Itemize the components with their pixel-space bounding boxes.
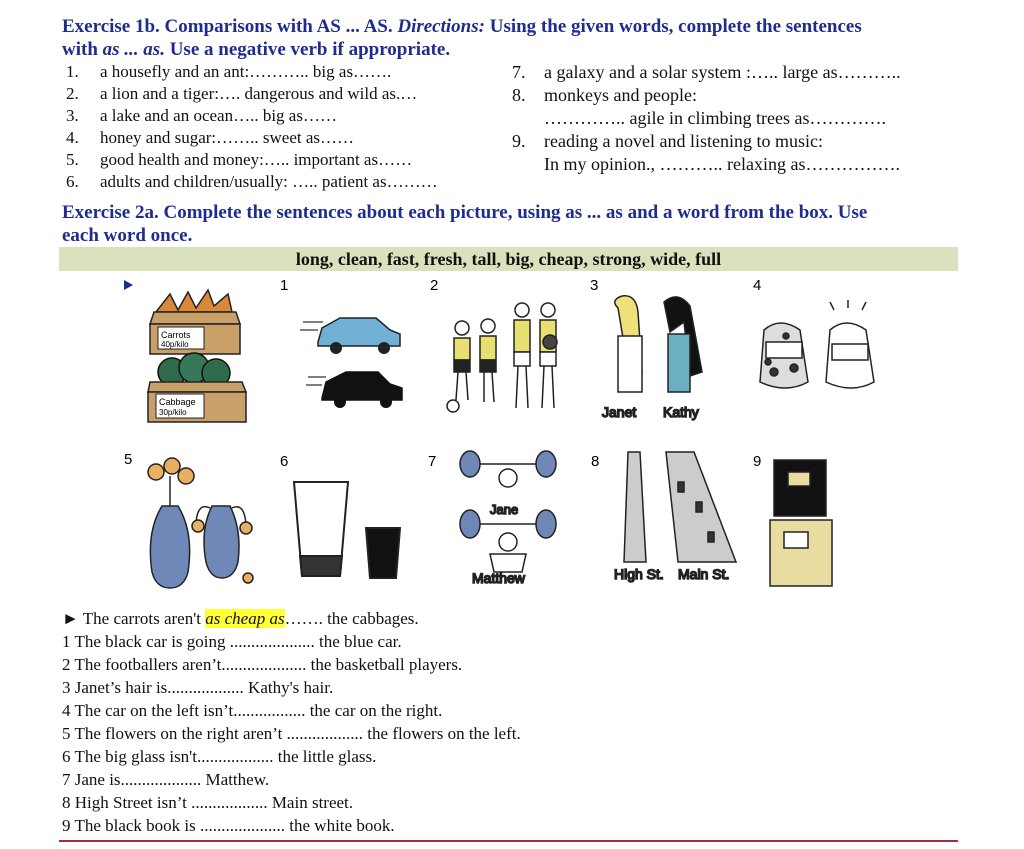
picture-number: 1 xyxy=(280,277,289,294)
footballers-icon xyxy=(447,319,496,412)
picture-number: 2 xyxy=(430,277,439,294)
dirty-car-icon xyxy=(760,323,808,388)
vegetable-crates-illustration xyxy=(148,290,246,422)
weightlifters-illustration xyxy=(460,451,556,586)
exercise-1b-left-list xyxy=(66,61,438,193)
picture-number: 5 xyxy=(124,451,133,468)
kathy-label: Kathy xyxy=(663,404,699,420)
players-illustration xyxy=(447,303,557,412)
picture-number: 7 xyxy=(428,453,437,470)
word-box: long, clean, fast, fresh, tall, big, cheap, strong, wide, full xyxy=(59,247,958,271)
heading-with: with xyxy=(62,39,98,60)
basketball-players-icon xyxy=(514,303,557,408)
clean-car-icon xyxy=(826,300,874,388)
heading-line-1: Exercise 2a. Complete the sentences about each picture, using as ... as and a word from the box. Use xyxy=(62,202,868,223)
example-text-start: ► The carrots aren't xyxy=(62,609,206,628)
books-illustration xyxy=(770,460,832,586)
jane-label: Jane xyxy=(490,502,519,517)
main-street-label: Main St. xyxy=(678,566,730,582)
matthew-weightlifter-icon xyxy=(460,510,556,572)
sentence-item: 3 Janet’s hair is.................. Kathy's hair. xyxy=(62,678,334,697)
sentence-item: 5 The flowers on the right aren’t .................. the flowers on the left. xyxy=(62,724,521,743)
sentence-item: 6 The big glass isn't.................. the little glass. xyxy=(62,747,377,766)
list-item: 8. monkeys and people: xyxy=(512,85,697,105)
heading-title: Exercise 1b. Comparisons with AS ... AS. xyxy=(62,16,393,37)
heading-line-2: each word once. xyxy=(62,225,193,246)
sentence-item: 8 High Street isn’t .................. Main street. xyxy=(62,793,354,812)
janet-kathy-illustration xyxy=(602,296,702,420)
list-item: ………….. agile in climbing trees as…………. xyxy=(544,108,886,128)
example-text-end: ……. the cabbages. xyxy=(284,609,419,628)
list-item: 3. a lake and an ocean….. big as…… xyxy=(66,106,337,125)
carrots-sign-price: 40p/kilo xyxy=(161,340,189,349)
kathy-icon xyxy=(664,297,702,392)
streets-illustration xyxy=(614,452,736,582)
flowers-illustration xyxy=(148,458,253,588)
list-item: 2. a lion and a tiger:…. dangerous and wild as.… xyxy=(66,84,418,103)
cabbage-icon xyxy=(148,353,246,422)
example-arrow-icon xyxy=(124,280,133,290)
front-cars-illustration xyxy=(760,300,874,388)
bottom-divider xyxy=(59,840,958,842)
high-street-icon xyxy=(624,452,646,562)
fresh-flowers-icon xyxy=(148,458,194,588)
cabbage-sign-label: Cabbage xyxy=(159,397,196,407)
exercise-1b-heading xyxy=(62,15,962,61)
janet-icon xyxy=(615,296,642,392)
picture-number: 4 xyxy=(753,277,762,294)
black-car-icon xyxy=(306,372,402,408)
sentence-item: 9 The black book is .................... the white book. xyxy=(62,816,395,835)
list-item: 9. reading a novel and listening to music: xyxy=(512,131,823,151)
black-book-icon xyxy=(774,460,826,516)
white-book-icon xyxy=(770,520,832,586)
carrots-icon xyxy=(150,290,240,354)
high-street-label: High St. xyxy=(614,566,664,582)
sentence-item: 2 The footballers aren’t.................... the basketball players. xyxy=(62,655,463,674)
list-item: 1. a housefly and an ant:……….. big as……. xyxy=(66,62,392,81)
sentence-item: 7 Jane is................... Matthew. xyxy=(62,770,270,789)
wilted-flowers-icon xyxy=(192,506,253,583)
list-item: In my opinion., ……….. relaxing as……………. xyxy=(544,154,900,174)
matthew-label: Matthew xyxy=(472,570,525,586)
list-item: 7. a galaxy and a solar system :….. large as……….. xyxy=(512,62,901,82)
example-sentence xyxy=(62,607,419,630)
blue-car-icon xyxy=(300,318,400,354)
picture-number: 3 xyxy=(590,277,599,294)
jane-weightlifter-icon xyxy=(460,451,556,487)
heading-directions: Directions: xyxy=(397,16,485,37)
heading-as-as: as ... as. xyxy=(102,39,165,60)
big-glass-icon xyxy=(294,482,348,576)
exercise-2a-heading xyxy=(62,201,962,247)
glasses-illustration xyxy=(294,482,400,578)
heading-negative-note: Use a negative verb if appropriate. xyxy=(169,39,451,60)
picture-number: 8 xyxy=(591,453,600,470)
picture-number: 9 xyxy=(753,453,762,470)
sentence-item: 4 The car on the left isn’t................. the car on the right. xyxy=(62,701,443,720)
carrots-sign-label: Carrots xyxy=(161,330,191,340)
exercise-1b-right-list xyxy=(512,61,901,176)
janet-label: Janet xyxy=(602,404,637,420)
list-item: 5. good health and money:….. important as…… xyxy=(66,150,413,169)
sentence-item: 1 The black car is going .................... the blue car. xyxy=(62,632,402,651)
picture-number: 6 xyxy=(280,453,289,470)
small-glass-icon xyxy=(366,528,400,578)
list-item: 6. adults and children/usually: ….. patient as……… xyxy=(66,172,438,191)
cars-illustration xyxy=(300,318,402,408)
example-highlight: as cheap as xyxy=(205,609,285,628)
heading-instructions: Using the given words, complete the sentences xyxy=(489,16,862,37)
picture-grid xyxy=(118,272,878,602)
main-street-icon xyxy=(666,452,736,562)
cabbage-sign-price: 30p/kilo xyxy=(159,408,187,417)
list-item: 4. honey and sugar:…….. sweet as…… xyxy=(66,128,355,147)
